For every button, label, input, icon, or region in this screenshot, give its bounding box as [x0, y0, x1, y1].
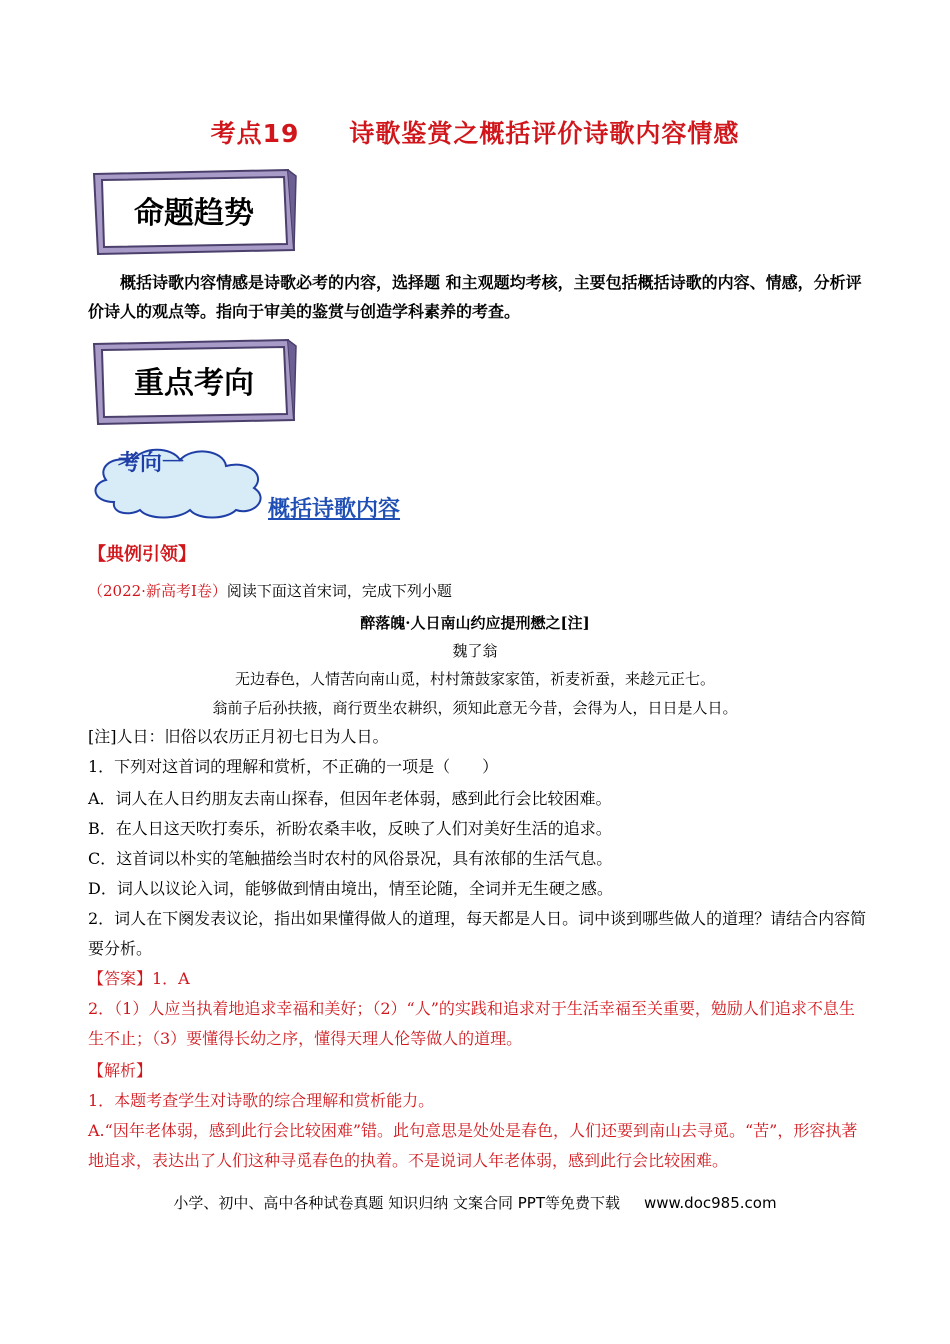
- analysis-line-2: A.“因年老体弱，感到此行会比较困难”错。此句意思是处处是春色，人们还要到南山去寻觅。“苦”，形容执著地追求，表达出了人们这种寻觅春色的执着。不是说词人年老体弱，感到此行会比较困难。: [88, 1121, 858, 1170]
- poem-note: [注]人日：旧俗以农历正月初七日为人日。: [88, 727, 389, 746]
- poem-line-2: 翁前子后孙扶掖，商行贾坐农耕织，须知此意无今昔，会得为人，日日是人日。: [212, 699, 738, 717]
- footer-site-link[interactable]: www.doc985.com: [643, 1194, 777, 1212]
- title-topic: 诗歌鉴赏之概括评价诗歌内容情感: [349, 119, 740, 148]
- question-1-stem: 1．下列对这首词的理解和赏析，不正确的一项是（ ）: [88, 757, 499, 776]
- option-a: A．词人在人日约朋友去南山探春，但因年老体弱，感到此行会比较困难。: [88, 789, 612, 808]
- analysis-line-1: 1．本题考查学生对诗歌的综合理解和赏析能力。: [88, 1091, 435, 1110]
- option-b: B．在人日这天吹打奏乐，祈盼农桑丰收，反映了人们对美好生活的追求。: [88, 819, 612, 838]
- direction-label: 考向一: [118, 450, 185, 476]
- poem-line-1: 无边春色，人情苦向南山觅，村村箫鼓家家笛，祈麦祈蚕，来趁元正七。: [234, 670, 715, 688]
- scroll-frame-icon: [88, 336, 300, 428]
- source-line: [88, 580, 868, 602]
- focus-banner: [88, 336, 300, 428]
- poem-title: 醉落魄·人日南山约应提刑懋之[注]: [360, 614, 590, 632]
- question-2: 2．词人在下阕发表议论，指出如果懂得做人的道理，每天都是人日。词中谈到哪些做人的道理？请结合内容简要分析。: [88, 909, 867, 958]
- trend-banner-label: 命题趋势: [134, 196, 254, 231]
- source-tag: （2022·新高考Ⅰ卷）: [88, 582, 227, 600]
- answer-line-2: 2．（1）人应当执着地追求幸福和美好；（2）“人”的实践和追求对于生活幸福至关重要，勉励人们追求不息生生不止；（3）要懂得长幼之序，懂得天理人伦等做人的道理。: [88, 999, 855, 1048]
- footer-text: 小学、初中、高中各种试卷真题 知识归纳 文案合同 PPT等免费下载: [173, 1194, 620, 1212]
- example-header: 【典例引领】: [88, 544, 196, 565]
- page-footer: [0, 1192, 950, 1213]
- trend-paragraph: 概括诗歌内容情感是诗歌必考的内容，选择题 和主观题均考核，主要包括概括诗歌的内容、情感，分析评价诗人的观点等。指向于审美的鉴赏与创造学科素养的考查。: [88, 273, 862, 321]
- option-c: C．这首词以朴实的笔触描绘当时农村的风俗景况，具有浓郁的生活气息。: [88, 849, 613, 868]
- poem-author: 魏了翁: [452, 642, 498, 660]
- analysis-header: 【解析】: [88, 1061, 153, 1080]
- title-point: 考点19: [210, 119, 300, 148]
- direction-subtitle: 概括诗歌内容: [268, 497, 401, 522]
- option-d: D．词人以议论入词，能够做到情由境出，情至论随，全词并无生硬之感。: [88, 879, 613, 898]
- source-text: 阅读下面这首宋词，完成下列小题: [226, 582, 452, 600]
- trend-banner: [88, 166, 300, 258]
- answer-line-1: 【答案】1．A: [88, 969, 190, 988]
- scroll-frame-icon: [88, 166, 300, 258]
- focus-banner-label: 重点考向: [134, 366, 254, 401]
- page-title: [0, 114, 950, 150]
